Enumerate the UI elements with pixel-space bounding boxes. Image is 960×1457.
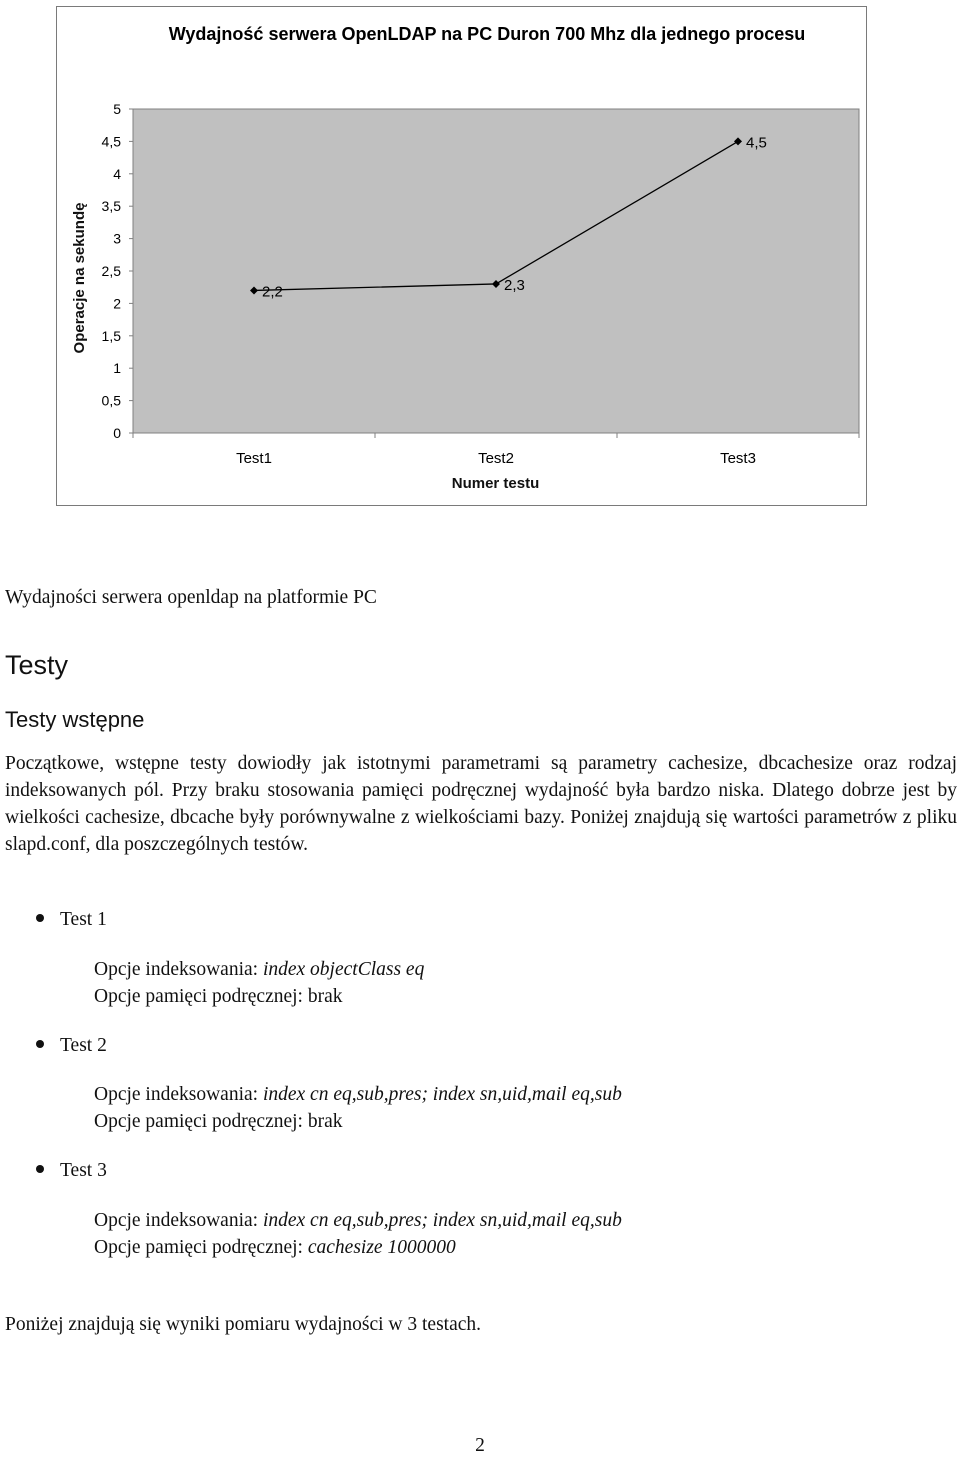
test-list-item [36,1157,107,1184]
y-tick-label: 2 [113,295,121,312]
section-heading: Testy [5,650,69,680]
index-options-label: Opcje indeksowania: [94,959,259,980]
test-name: Test 2 [60,1035,107,1056]
subsection-heading: Testy wstępne [5,707,145,732]
bullet-icon [36,1040,44,1048]
cache-options-label: Opcje pamięci podręcznej: [94,986,303,1007]
test-name: Test 1 [60,909,107,930]
x-tick-label: Test2 [478,450,514,467]
y-tick-label: 1,5 [101,327,121,344]
test-cache-options [94,1234,456,1261]
y-tick-label: 1 [113,360,121,377]
index-options-label: Opcje indeksowania: [94,1084,259,1105]
test-index-options [94,1207,622,1234]
cache-options-value: cachesize 1000000 [307,1237,456,1258]
intro-paragraph: Początkowe, wstępne testy dowiodły jak istotnymi parametrami są parametry cachesize, dbcachesize oraz rodzaj indeksowanych pól. Przy braku stosowania pamięci podręcznej wydajność była bardzo niska. Dlatego dobrze jest by wielkości cachesize, dbcache były porównywalne z wielkościami bazy. Poniżej znajdują się wartości parametrów z pliku slapd.conf, dla poszczególnych testów. [5,753,957,855]
cache-options-value: brak [307,986,343,1007]
test-index-options [94,956,424,983]
y-tick-label: 2,5 [101,263,121,279]
performance-chart [56,6,867,506]
y-tick-label: 5 [113,101,121,117]
y-tick-label: 3 [113,230,121,247]
test-list-item [36,906,107,933]
cache-options-label: Opcje pamięci podręcznej: [94,1111,303,1132]
chart-title: Wydajność serwera OpenLDAP na PC Duron 700 Mhz dla jednego procesu [168,24,806,44]
chart-canvas [57,7,868,507]
results-sentence: Poniżej znajdują się wyniki pomiaru wydajności w 3 testach. [5,1314,482,1335]
index-options-label: Opcje indeksowania: [94,1210,259,1231]
data-label: 2,3 [504,276,525,294]
test-index-options [94,1081,622,1108]
y-tick-label: 4,5 [101,133,121,150]
cache-options-label: Opcje pamięci podręcznej: [94,1237,303,1258]
data-label: 2,2 [262,283,283,301]
index-options-value: index cn eq,sub,pres; index sn,uid,mail eq,sub [262,1210,622,1231]
test-name: Test 3 [60,1160,107,1181]
test-list-item [36,1032,107,1059]
x-tick-label: Test1 [236,450,272,467]
index-options-value: index cn eq,sub,pres; index sn,uid,mail eq,sub [262,1084,622,1105]
bullet-icon [36,914,44,922]
data-label: 4,5 [746,134,767,152]
index-options-value: index objectClass eq [262,959,425,980]
page-number: 2 [475,1435,485,1456]
cache-options-value: brak [307,1111,343,1132]
bullet-icon [36,1165,44,1173]
chart-x-axis-label: Numer testu [451,475,540,492]
y-tick-label: 4 [113,165,121,182]
test-cache-options [94,1108,343,1135]
y-tick-label: 3,5 [101,198,121,215]
chart-y-axis-label: Operacje na sekundę [71,202,88,354]
y-tick-label: 0 [113,425,121,441]
plot-area [133,109,859,433]
x-tick-label: Test3 [720,450,756,467]
figure-caption: Wydajności serwera openldap na platformie PC [5,587,377,608]
test-cache-options [94,983,343,1010]
y-tick-label: 0,5 [101,392,121,409]
